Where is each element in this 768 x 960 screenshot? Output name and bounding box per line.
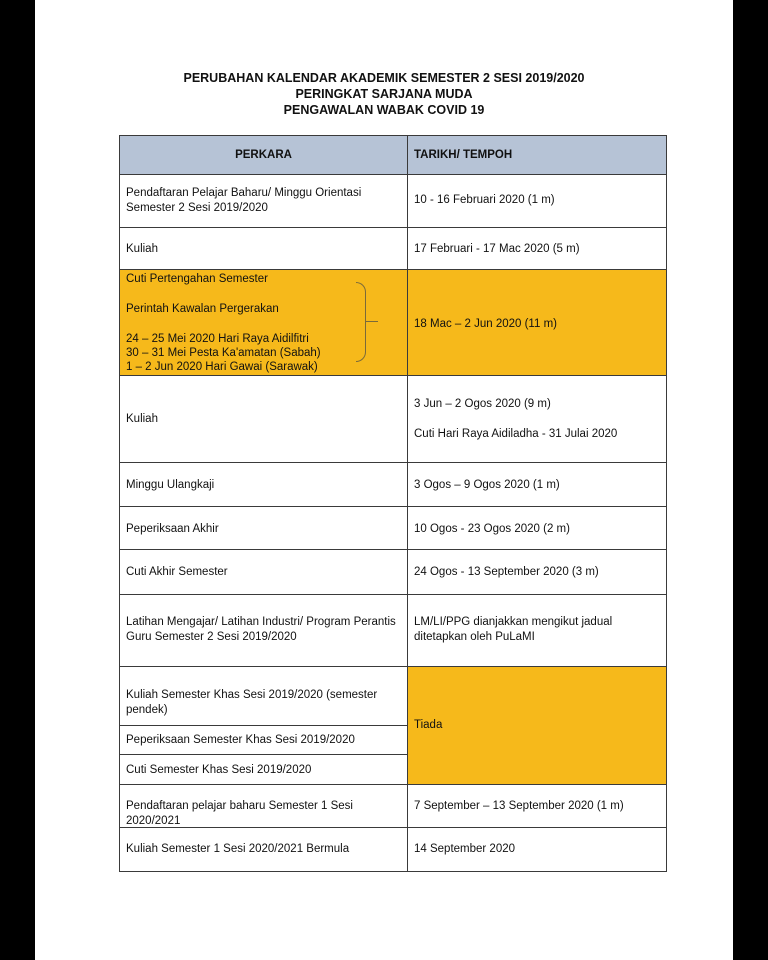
table-row-cell: Kuliah	[119, 375, 408, 463]
table-row-cell: 7 September – 13 September 2020 (1 m)	[407, 784, 667, 828]
table-row-cell-highlight: 18 Mac – 2 Jun 2020 (11 m)	[407, 269, 667, 376]
table-row-cell: 14 September 2020	[407, 827, 667, 872]
table-row-cell: LM/LI/PPG dianjakkan mengikut jadual ditetapkan oleh PuLaMI	[407, 594, 667, 667]
table-row-cell-highlight: Tiada	[407, 666, 667, 785]
table-row-cell: Peperiksaan Semester Khas Sesi 2019/2020	[119, 725, 408, 755]
table-row-cell: 24 Ogos - 13 September 2020 (3 m)	[407, 549, 667, 595]
document-title-line2: PERINGKAT SARJANA MUDA	[295, 87, 473, 101]
table-row-cell: Minggu Ulangkaji	[119, 462, 408, 507]
header-tarikh: TARIKH/ TEMPOH	[407, 135, 667, 175]
table-row-cell: Peperiksaan Akhir	[119, 506, 408, 550]
table-row-cell: Kuliah	[119, 227, 408, 270]
table-row-cell: Kuliah Semester 1 Sesi 2020/2021 Bermula	[119, 827, 408, 872]
brace-bracket	[356, 282, 366, 362]
table-row-cell: Pendaftaran Pelajar Baharu/ Minggu Orientasi Semester 2 Sesi 2019/2020	[119, 174, 408, 228]
table-row-cell: 17 Februari - 17 Mac 2020 (5 m)	[407, 227, 667, 270]
table-row-cell: 3 Jun – 2 Ogos 2020 (9 m) Cuti Hari Raya Aidiladha - 31 Julai 2020	[407, 375, 667, 463]
table-row-cell: Cuti Akhir Semester	[119, 549, 408, 595]
table-row-cell-highlight: Cuti Pertengahan Semester Perintah Kawalan Pergerakan 24 – 25 Mei 2020 Hari Raya Aidilfitri 30 – 31 Mei Pesta Ka'amatan (Sabah) 1 – 2 Jun 2020 Hari Gawai (Sarawak)	[119, 269, 408, 376]
table-row-cell: Latihan Mengajar/ Latihan Industri/ Program Perantis Guru Semester 2 Sesi 2019/2020	[119, 594, 408, 667]
document-title-line1: PERUBAHAN KALENDAR AKADEMIK SEMESTER 2 SESI 2019/2020	[183, 71, 585, 85]
table-row-cell: 10 Ogos - 23 Ogos 2020 (2 m)	[407, 506, 667, 550]
table-row-cell: Pendaftaran pelajar baharu Semester 1 Sesi 2020/2021	[119, 784, 408, 828]
brace-tip	[366, 321, 378, 322]
table-row-cell: 10 - 16 Februari 2020 (1 m)	[407, 174, 667, 228]
table-row-cell: Cuti Semester Khas Sesi 2019/2020	[119, 754, 408, 785]
document-title-line3: PENGAWALAN WABAK COVID 19	[283, 103, 485, 117]
table-row-cell: Kuliah Semester Khas Sesi 2019/2020 (semester pendek)	[119, 666, 408, 726]
table-row-cell: 3 Ogos – 9 Ogos 2020 (1 m)	[407, 462, 667, 507]
header-perkara: PERKARA	[119, 135, 408, 175]
